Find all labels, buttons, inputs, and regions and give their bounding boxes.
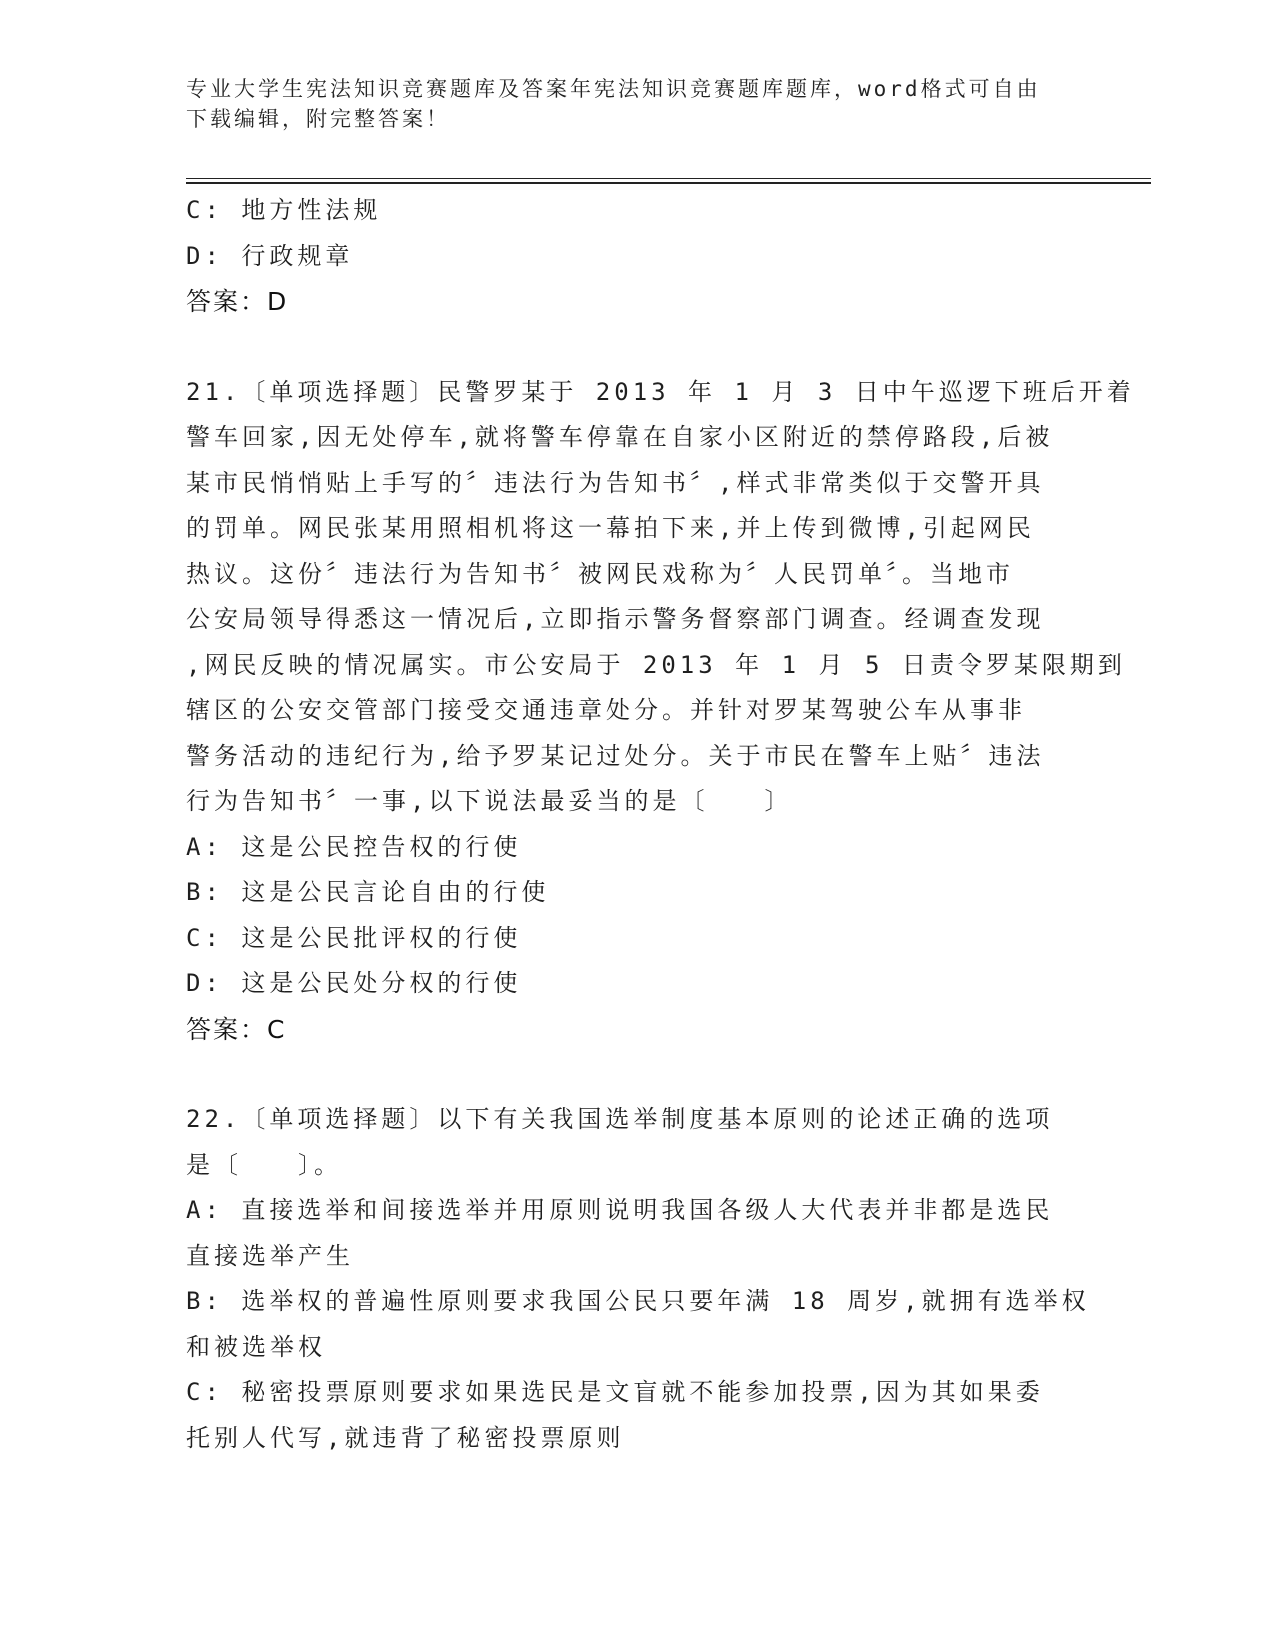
header-line-1: 专业大学生宪法知识竞赛题库及答案年宪法知识竞赛题库题库，word格式可自由 — [186, 77, 1041, 101]
option-a-continued: 直接选举产生 — [186, 1241, 354, 1270]
question-22 — [186, 1097, 1090, 1461]
option-c: C: 这是公民批评权的行使 — [186, 923, 522, 952]
page-header — [186, 74, 1066, 134]
header-line-2: 下载编辑，附完整答案！ — [186, 107, 450, 131]
question-line: 热议。这份〞违法行为告知书〞被网民戏称为〞人民罚单〞。当地市 — [186, 559, 1014, 588]
question-line: 公安局领导得悉这一情况后,立即指示警务督察部门调查。经调查发现 — [186, 605, 1045, 633]
question-line: ,网民反映的情况属实。市公安局于 2013 年 1 月 5 日责令罗某限期到 — [186, 650, 1126, 679]
spacer — [186, 1052, 1086, 1097]
question-line: 是〔 〕。 — [186, 1150, 342, 1179]
question-line: 22.〔单项选择题〕以下有关我国选举制度基本原则的论述正确的选项 — [186, 1105, 1054, 1133]
option-c: C: 秘密投票原则要求如果选民是文盲就不能参加投票,因为其如果委 — [186, 1378, 1044, 1406]
question-line: 警务活动的违纪行为,给予罗某记过处分。关于市民在警车上贴〞违法 — [186, 741, 1045, 770]
previous-question-tail — [186, 188, 1086, 325]
option-b-continued: 和被选举权 — [186, 1332, 326, 1361]
option-c: C: 地方性法规 — [186, 196, 382, 224]
question-line: 某市民悄悄贴上手写的〞违法行为告知书〞,样式非常类似于交警开具 — [186, 468, 1045, 497]
option-a: A: 直接选举和间接选举并用原则说明我国各级人大代表并非都是选民 — [186, 1196, 1054, 1224]
document-body — [186, 188, 1135, 1461]
question-21 — [186, 370, 1135, 1053]
question-line: 21.〔单项选择题〕民警罗某于 2013 年 1 月 3 日中午巡逻下班后开着 — [186, 377, 1135, 406]
option-d: D: 这是公民处分权的行使 — [186, 969, 522, 997]
option-d: D: 行政规章 — [186, 241, 354, 270]
option-a: A: 这是公民控告权的行使 — [186, 832, 522, 861]
spacer — [186, 325, 1086, 370]
option-b: B: 选举权的普遍性原则要求我国公民只要年满 18 周岁,就拥有选举权 — [186, 1287, 1090, 1315]
header-divider-thin — [186, 178, 1151, 179]
question-line: 的罚单。网民张某用照相机将这一幕拍下来,并上传到微博,引起网民 — [186, 514, 1035, 542]
option-c-continued: 托别人代写,就违背了秘密投票原则 — [186, 1423, 625, 1452]
option-b: B: 这是公民言论自由的行使 — [186, 878, 550, 906]
question-line: 行为告知书〞一事,以下说法最妥当的是〔 〕 — [186, 787, 793, 815]
answer-label: 答案：C — [186, 1014, 287, 1044]
question-line: 警车回家,因无处停车,就将警车停靠在自家小区附近的禁停路段,后被 — [186, 423, 1054, 451]
question-line: 辖区的公安交管部门接受交通违章处分。并针对罗某驾驶公车从事非 — [186, 696, 1026, 724]
answer-label: 答案：D — [186, 287, 289, 316]
header-divider-thick — [186, 182, 1151, 184]
